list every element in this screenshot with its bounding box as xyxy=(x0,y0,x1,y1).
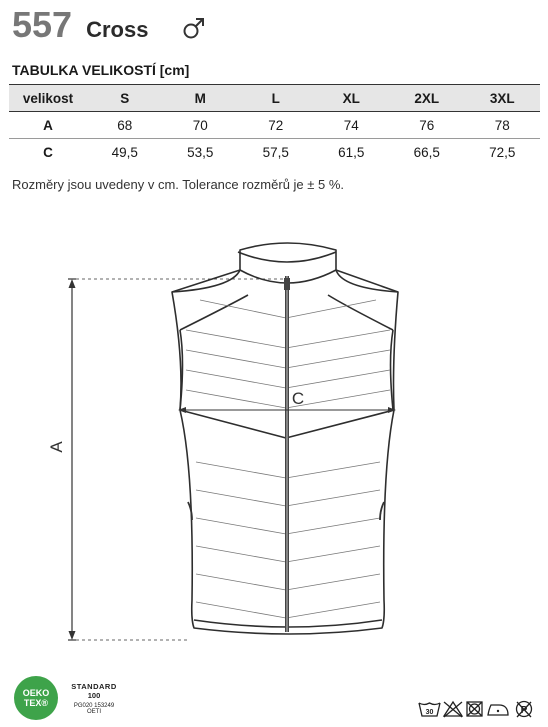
size-table xyxy=(9,84,540,165)
row-label: C xyxy=(43,144,53,160)
header-cell: M xyxy=(194,90,206,106)
product-name: Cross xyxy=(86,17,149,42)
table-row xyxy=(9,112,540,139)
table-cell: 78 xyxy=(494,117,510,133)
table-cell: 76 xyxy=(419,117,435,133)
table-cell: 57,5 xyxy=(262,144,289,160)
svg-text:P: P xyxy=(520,705,528,716)
certificate-institute: OETI xyxy=(86,709,101,715)
vest-technical-drawing xyxy=(0,230,548,650)
header-cell: XL xyxy=(342,90,360,106)
certificate-code: PG020 153249 xyxy=(73,703,115,709)
dimension-a-arrow xyxy=(68,279,76,640)
oeko-logo-line1: OEKO xyxy=(22,688,50,698)
dimension-a-label: A xyxy=(47,441,66,453)
header-cell: L xyxy=(271,90,280,106)
professional-cleaning-icon xyxy=(517,702,532,718)
standard-label: STANDARD xyxy=(71,682,117,691)
table-cell: 49,5 xyxy=(111,144,138,160)
no-bleach-icon xyxy=(444,702,462,717)
oeko-logo-line2: TEX® xyxy=(23,698,49,708)
table-cell: 61,5 xyxy=(338,144,365,160)
wash-temperature: 30 xyxy=(425,709,434,716)
row-label: A xyxy=(43,117,53,133)
header-cell: S xyxy=(120,90,130,106)
table-row xyxy=(9,139,540,166)
iron-low-icon xyxy=(488,705,508,715)
table-cell: 72,5 xyxy=(489,144,516,160)
oeko-tex-standard xyxy=(64,682,124,715)
header-cell: velikost xyxy=(22,90,74,106)
size-table-header-row xyxy=(9,85,540,112)
header-cell: 2XL xyxy=(414,90,440,106)
dimension-c-label: C xyxy=(291,389,305,408)
table-cell: 53,5 xyxy=(187,144,214,160)
size-table-title: TABULKA VELIKOSTÍ [cm] xyxy=(12,62,190,78)
product-header xyxy=(12,4,148,48)
no-tumble-dry-icon xyxy=(467,702,482,716)
care-symbols xyxy=(418,699,540,719)
table-cell: 66,5 xyxy=(413,144,440,160)
male-symbol-icon xyxy=(182,16,208,40)
wash-30-icon xyxy=(419,703,440,716)
standard-number: 100 xyxy=(87,691,101,700)
vest-zipper xyxy=(284,276,290,632)
table-cell: 68 xyxy=(117,117,133,133)
table-cell: 70 xyxy=(192,117,208,133)
header-cell: 3XL xyxy=(489,90,515,106)
product-code: 557 xyxy=(12,4,73,45)
table-cell: 74 xyxy=(343,117,359,133)
tolerance-note: Rozměry jsou uvedeny v cm. Tolerance rozměrů je ± 5 %. xyxy=(12,177,345,192)
oeko-tex-logo xyxy=(14,676,58,720)
table-cell: 72 xyxy=(268,117,284,133)
